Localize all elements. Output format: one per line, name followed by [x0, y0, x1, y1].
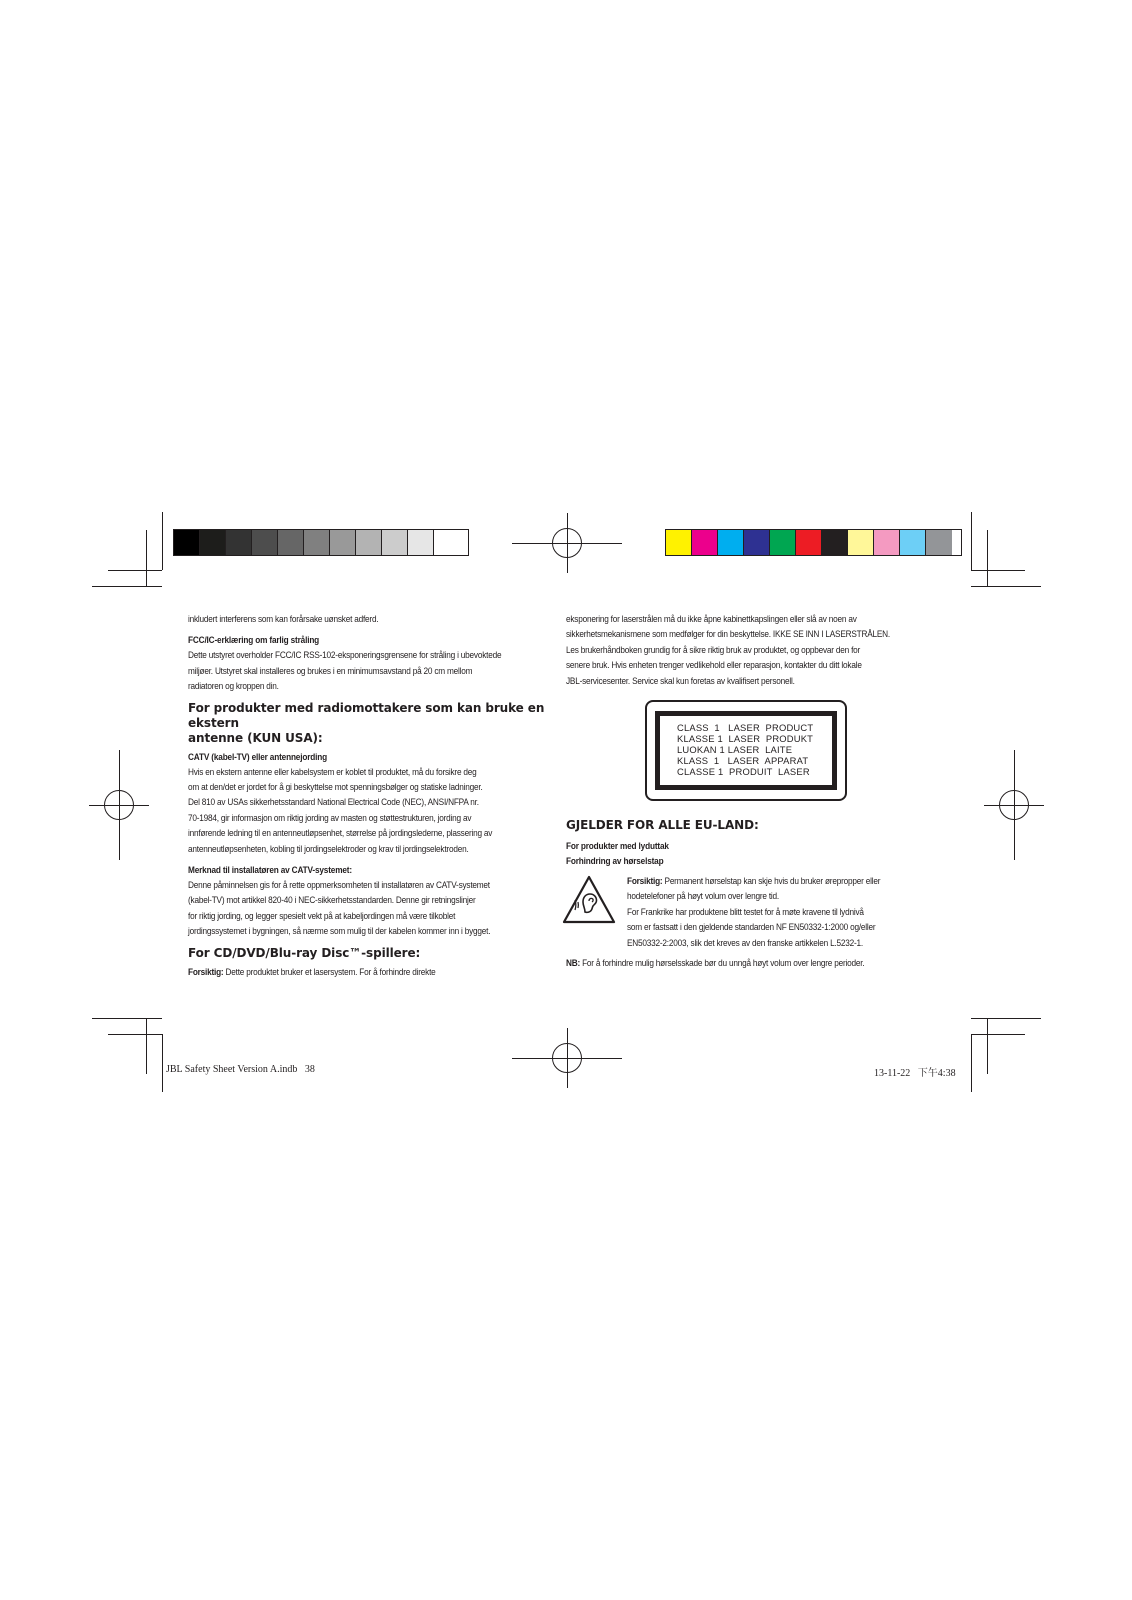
color-swatch [770, 530, 796, 555]
text-line: Denne påminnelsen gis for å rette oppmerksomheten til installatøren av CATV-systemet [188, 880, 490, 892]
text-line: (kabel-TV) mot artikkel 820-40 i NEC-sikkerhetsstandarden. Denne gir retningslinjer [188, 895, 476, 907]
text-line: sikkerhetsmekanismene som medfølger for din beskyttelse. IKKE SE INN I LASERSTRÅLEN. [566, 629, 891, 641]
fcc-title: FCC/IC-erklæring om farlig stråling [188, 635, 320, 647]
color-swatch [796, 530, 822, 555]
laser-class-label [645, 700, 847, 801]
color-swatch [666, 530, 692, 555]
lyduttak-title: For produkter med lyduttak [566, 841, 669, 852]
hearing-warning-icon [561, 874, 617, 926]
text-line: innførende ledning til en antenneutløpsenhet, størrelse på jordingslederne, plassering av [188, 828, 493, 840]
text-line [566, 956, 927, 971]
forsiktig-label: Forsiktig: [188, 966, 224, 978]
gray-swatch [434, 530, 460, 555]
left-column [188, 612, 550, 980]
text-line: EN50332-2:2003, slik det kreves av den franske artikkelen L.5232-1. [627, 937, 864, 949]
nb-label: NB: [566, 958, 581, 969]
nb-note [566, 956, 936, 971]
color-swatch [874, 530, 900, 555]
text-line: jordingssystemet i bygningen, så nærme som mulig til der kabelen kommer inn i bygget. [188, 926, 491, 938]
text-line: For Frankrike har produktene blitt testet for å møte kravene til lydnivå [627, 906, 864, 918]
eu-heading: GJELDER FOR ALLE EU-LAND: [566, 818, 759, 832]
text-line: som er fastsatt i den gjeldende standarden NF EN50332-1:2000 og/eller [627, 922, 876, 934]
gray-swatch [356, 530, 382, 555]
text-line: Hvis en ekstern antenne eller kabelsystem er koblet til produktet, må du forsikre deg [188, 766, 477, 778]
horselstap-title: Forhindring av hørselstap [566, 856, 664, 867]
laser-label-line: CLASS 1 LASER PRODUCT [677, 722, 814, 733]
radio-heading: antenne (KUN USA): [188, 730, 323, 745]
text-line: 70-1984, gir informasjon om riktig jording av masten og støttestrukturen, jording av [188, 812, 472, 824]
gray-swatch [226, 530, 252, 555]
right-column [566, 612, 928, 689]
text-line: hodetelefoner på høyt volum over lengre tid. [627, 891, 779, 903]
text-line: JBL-servicesenter. Service skal kun foretas av kvalifisert personell. [566, 675, 795, 687]
gray-swatch [252, 530, 278, 555]
color-swatch [822, 530, 848, 555]
hearing-warning-text [627, 874, 947, 951]
gray-swatch [330, 530, 356, 555]
grayscale-color-bar [173, 529, 469, 556]
merknad-paragraph [188, 878, 550, 940]
paragraph-interference: inkludert interferens som kan forårsake uønsket adferd. [188, 614, 379, 625]
forsiktig-text: Dette produktet bruker et lasersystem. For å forhindre direkte [223, 966, 436, 978]
gray-swatch [278, 530, 304, 555]
laser-warning-paragraph [566, 612, 928, 689]
color-swatch [692, 530, 718, 555]
text-line: senere bruk. Hvis enheten trenger vedlikehold eller reparasjon, kontakter du ditt lokale [566, 660, 862, 672]
color-swatch [718, 530, 744, 555]
gray-swatch [408, 530, 434, 555]
text-line: for riktig jording, og legger spesielt vekt på at kabeljordingen må være tilkoblet [188, 910, 456, 922]
fcc-paragraph [188, 648, 550, 694]
laser-label-line: KLASSE 1 LASER PRODUKT [677, 733, 814, 744]
nb-text: For å forhindre mulig hørselsskade bør du unngå høyt volum over lengre perioder. [580, 958, 865, 969]
gray-swatch [200, 530, 226, 555]
catv-title: CATV (kabel-TV) eller antennejording [188, 751, 327, 763]
text-line [627, 874, 954, 889]
cd-heading: For CD/DVD/Blu-ray Disc™-spillere: [188, 945, 421, 960]
text-line: antenneutløpsenheten, kobling til jordingselektroder og krav til jordingselektroden. [188, 843, 469, 855]
color-swatch [848, 530, 874, 555]
text-line: radiatoren og kroppen din. [188, 681, 279, 693]
color-swatch [744, 530, 770, 555]
catv-paragraph [188, 765, 550, 857]
text-line: om at den/det er jordet for å gi beskyttelse mot spenningsbølger og statiske ladninger. [188, 782, 483, 794]
text-line: Les brukerhåndboken grundig for å sikre riktig bruk av produktet, og oppbevar den for [566, 644, 861, 656]
text-line: eksponering for laserstrålen må du ikke åpne kabinettkapslingen eller slå av noen av [566, 614, 857, 625]
hearing-label: Forsiktig: [627, 876, 663, 887]
laser-label-line: KLASS 1 LASER APPARAT [677, 755, 809, 766]
gray-swatch [304, 530, 330, 555]
eu-section [566, 818, 928, 869]
radio-heading: For produkter med radiomottakere som kan bruke en ekstern [188, 700, 545, 730]
laser-label-line: LUOKAN 1 LASER LAITE [677, 744, 793, 755]
forsiktig-paragraph [188, 965, 549, 980]
gray-swatch [382, 530, 408, 555]
laser-label-line: CLASSE 1 PRODUIT LASER [677, 766, 810, 777]
hearing-line1: Permanent hørselstap kan skje hvis du bruker ørepropper eller [662, 876, 881, 887]
text-line: Dette utstyret overholder FCC/IC RSS-102-eksponeringsgrensene for stråling i ubevoktede [188, 650, 502, 662]
merknad-title: Merknad til installatøren av CATV-systemet: [188, 865, 352, 877]
text-line: miljøer. Utstyret skal installeres og brukes i en minimumsavstand på 20 cm mellom [188, 665, 473, 677]
text-line: Del 810 av USAs sikkerhetsstandard National Electrical Code (NEC), ANSI/NFPA nr. [188, 797, 479, 809]
slug-timestamp: 13-11-22 下午4:38 [874, 1068, 956, 1079]
color-swatch [926, 530, 952, 555]
gray-swatch [174, 530, 200, 555]
slug-filename: JBL Safety Sheet Version A.indb 38 [166, 1064, 315, 1075]
color-swatch [900, 530, 926, 555]
process-color-bar [665, 529, 962, 556]
